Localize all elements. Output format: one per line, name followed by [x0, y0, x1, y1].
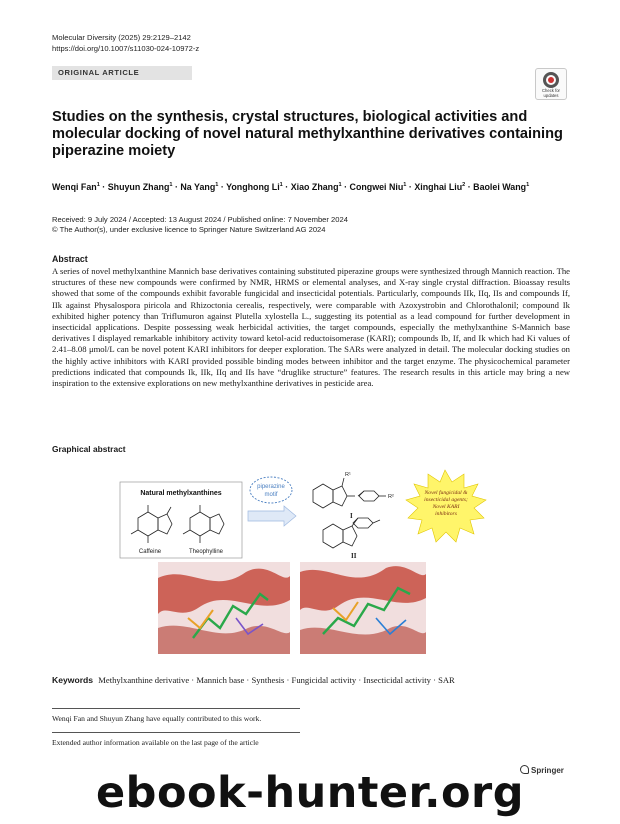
author-name[interactable]: Congwei Niu	[349, 182, 404, 192]
abstract-text: A series of novel methylxanthine Mannich base derivatives containing substituted piperazine groups were synthesized through Mannich reaction. The structures of these new compounds were confirmed by NMR, HRMS or elemental analyses, and X-ray single crystal diffraction. Bioassay results showed that some of the compounds exhibit favorable fungicidal and insecticidal potentials. Particularly, compounds IIk, IIq, IIs and compounds If, IIk against Physalospora piricola and Rhizoctonia cerealis, respectively, were comparable with Azoxystrobin and Chlorothalonil; compound Ik exhibited higher potency than Triflumuron against Plutella xylostella L., suggesting its potential as a lead compound for further development in insecticidal applications. Despite possessing weak herbicidal activities, the target compounds, especially the methylxanthine S-Mannich base derivatives I displayed remarkable inhibitory activity toward ketol-acid reductoisomerase (KARI); compounds Ib, If, and Ik which had Ki values of 2.41–8.08 μmol/L can be novel potent KARI inhibitors for deeper exploration. The SARs were analyzed in detail. The molecular docking studies on the highly active inhibitors with KARI provided possible binding modes between inhibitor and the target enzyme. The physicochemical parameter predictions indicated that compounds Ik, IIk, IIq and IIs have “druglike structure” features. The research results in this article may bring a new inspiration to the extensive explorations on new methylxanthine derivatives in pesticide area.	[52, 266, 570, 389]
author-name[interactable]: Xiao Zhang	[290, 182, 339, 192]
check-updates-icon	[543, 72, 559, 88]
equal-contribution-note: Wenqi Fan and Shuyun Zhang have equally contributed to this work.	[52, 714, 262, 723]
article-title: Studies on the synthesis, crystal structures, biological activities and molecular docking of novel natural methylxanthine derivatives containing piperazine moiety	[52, 109, 563, 160]
author-separator: ·	[218, 182, 227, 192]
graphical-abstract	[118, 468, 498, 658]
starburst-line2: insecticidal agents;	[424, 497, 468, 503]
transform-arrow	[248, 506, 296, 526]
r1-label: R¹	[345, 472, 351, 478]
series-I-label: I	[350, 512, 353, 520]
keywords-label: Keywords	[52, 675, 94, 685]
keywords-list: Methylxanthine derivative · Mannich base · Synthesis · Fungicidal activity · Insecticidal activity · SAR	[98, 675, 455, 685]
starburst-line1: Novel fungicidal &	[424, 490, 468, 496]
footnote-divider	[52, 708, 300, 709]
check-updates-line1: Check for	[542, 88, 560, 93]
author-affiliation: 1	[215, 182, 219, 189]
check-for-updates-badge[interactable]	[535, 68, 567, 100]
abstract-heading: Abstract	[52, 254, 88, 264]
graphical-abstract-figure	[118, 468, 498, 658]
author-name[interactable]: Baolei Wang	[473, 182, 527, 192]
author-affiliation: 1	[279, 182, 283, 189]
motif-line2: motif	[264, 492, 278, 498]
series-I-structure	[313, 478, 386, 508]
publisher-name: Springer	[531, 766, 564, 775]
author-name[interactable]: Yonghong Li	[226, 182, 280, 192]
copyright-notice: © The Author(s), under exclusive licence to Springer Nature Switzerland AG 2024	[52, 225, 326, 234]
author-separator: ·	[282, 182, 291, 192]
docking-image-2	[300, 562, 426, 654]
author-separator: ·	[406, 182, 415, 192]
author-affiliation: 1	[169, 182, 173, 189]
journal-doi[interactable]: https://doi.org/10.1007/s11030-024-10972-z	[52, 44, 200, 53]
starburst-line3: Novel KARI	[432, 504, 460, 510]
author-affiliation: 1	[526, 182, 530, 189]
author-name[interactable]: Xinghai Liu	[414, 182, 463, 192]
author-name[interactable]: Shuyun Zhang	[107, 182, 170, 192]
keywords	[52, 675, 455, 685]
r2-label: R²	[388, 494, 394, 500]
piperazine-motif-bubble	[250, 477, 292, 503]
watermark: ebook-hunter.org	[96, 768, 524, 818]
author-affiliation: 1	[96, 182, 100, 189]
author-name[interactable]: Na Yang	[180, 182, 216, 192]
article-type-banner: ORIGINAL ARTICLE	[52, 66, 192, 80]
author-separator: ·	[341, 182, 350, 192]
author-separator: ·	[465, 182, 474, 192]
motif-line1: piperazine	[257, 484, 285, 490]
docking-image-1	[158, 562, 290, 654]
starburst-line4: inhibitors	[435, 511, 457, 517]
footnote-divider	[52, 732, 300, 733]
journal-info	[52, 32, 199, 54]
author-affiliation: 1	[338, 182, 342, 189]
extended-author-note: Extended author information available on the last page of the article	[52, 738, 259, 747]
theophylline-label: Theophylline	[188, 549, 224, 555]
natural-methylxanthines-title: Natural methylxanthines	[140, 490, 222, 497]
article-dates	[52, 215, 348, 235]
author-name[interactable]: Wenqi Fan	[52, 182, 97, 192]
author-affiliation: 2	[462, 182, 466, 189]
series-II-label: II	[351, 552, 357, 560]
publication-history: Received: 9 July 2024 / Accepted: 13 August 2024 / Published online: 7 November 2024	[52, 215, 348, 224]
series-II-structure	[323, 518, 380, 548]
journal-citation: Molecular Diversity (2025) 29:2129–2142	[52, 33, 191, 42]
check-updates-line2: updates	[543, 92, 559, 98]
author-affiliation: 1	[403, 182, 407, 189]
graphical-abstract-heading: Graphical abstract	[52, 444, 126, 454]
caffeine-label: Caffeine	[138, 549, 162, 555]
author-list	[52, 182, 592, 192]
author-separator: ·	[99, 182, 108, 192]
author-separator: ·	[172, 182, 181, 192]
